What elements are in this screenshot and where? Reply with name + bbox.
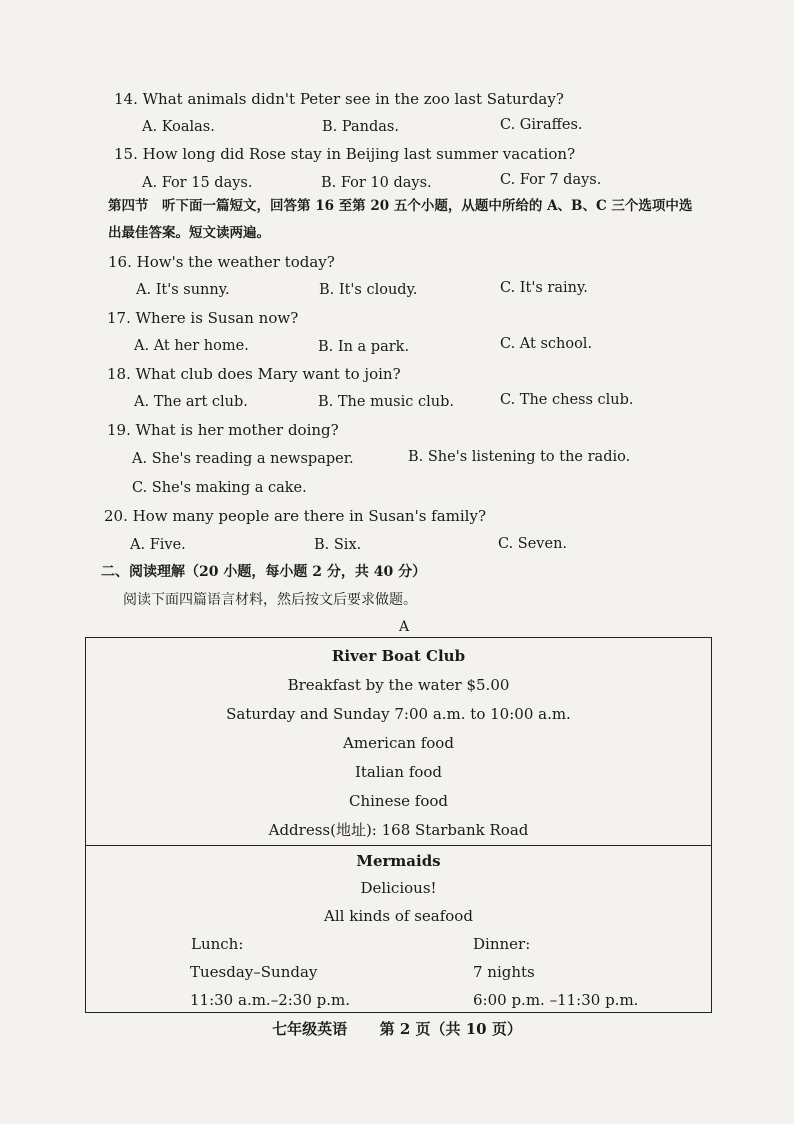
ad1-food-italian: Italian food xyxy=(354,763,443,781)
ad2-subline: All kinds of seafood xyxy=(324,907,473,925)
ad1-hours-line: Saturday and Sunday 7:00 a.m. to 10:00 a.m. xyxy=(226,705,571,723)
question-18: 18. What club does Mary want to join? xyxy=(107,365,401,383)
ad2-dinner-days: 7 nights xyxy=(473,963,535,981)
q18-option-a: A. The art club. xyxy=(134,394,248,410)
q20-option-a: A. Five. xyxy=(130,537,186,553)
ad2-lunch-days: Tuesday–Sunday xyxy=(190,963,318,981)
q14-option-c: C. Giraffes. xyxy=(500,117,583,133)
section-4-instruction-line1: 第四节 听下面一篇短文，回答第 16 至第 20 五个小题，从题中所给的 A、B、C 三个选项中选 xyxy=(108,198,693,214)
ad2-lunch-label: Lunch: xyxy=(191,935,244,953)
reading-instruction: 阅读下面四篇语言材料，然后按文后要求做题。 xyxy=(123,592,417,608)
ad2-tagline: Delicious! xyxy=(360,879,437,897)
ad2-lunch-hours: 11:30 a.m.–2:30 p.m. xyxy=(190,991,351,1009)
q19-option-c: C. She's making a cake. xyxy=(132,480,307,496)
q16-option-c: C. It's rainy. xyxy=(500,280,588,296)
ad1-title: River Boat Club xyxy=(331,647,466,665)
q19-option-a: A. She's reading a newspaper. xyxy=(132,451,354,467)
ad1-breakfast-line: Breakfast by the water $5.00 xyxy=(287,676,510,694)
q14-option-a: A. Koalas. xyxy=(142,119,215,135)
q16-option-b: B. It's cloudy. xyxy=(319,282,418,298)
q17-option-c: C. At school. xyxy=(500,336,593,352)
footer-subject: 七年级英语 xyxy=(272,1020,348,1038)
q16-option-a: A. It's sunny. xyxy=(136,282,230,298)
question-15: 15. How long did Rose stay in Beijing last summer vacation? xyxy=(114,145,576,163)
ad2-dinner-label: Dinner: xyxy=(473,935,531,953)
ad2-dinner-hours: 6:00 p.m. –11:30 p.m. xyxy=(473,991,639,1009)
river-boat-club-ad xyxy=(85,637,712,846)
ad2-title: Mermaids xyxy=(356,852,441,870)
ad1-food-american: American food xyxy=(343,734,454,752)
reading-section-heading: 二、阅读理解（20 小题，每小题 2 分，共 40 分） xyxy=(101,564,427,580)
page-footer xyxy=(0,1018,794,1039)
question-16: 16. How's the weather today? xyxy=(108,253,335,271)
q15-option-b: B. For 10 days. xyxy=(321,175,432,191)
q15-option-c: C. For 7 days. xyxy=(500,172,602,188)
footer-page-number: 第 2 页（共 10 页） xyxy=(379,1020,522,1038)
mermaids-ad xyxy=(85,845,712,1013)
question-14: 14. What animals didn't Peter see in the zoo last Saturday? xyxy=(114,90,564,108)
q19-option-b: B. She's listening to the radio. xyxy=(408,449,631,465)
question-19: 19. What is her mother doing? xyxy=(107,421,339,439)
q20-option-c: C. Seven. xyxy=(498,536,568,552)
section-4-instruction-line2: 出最佳答案。短文读两遍。 xyxy=(108,225,270,241)
ad1-address: Address(地址): 168 Starbank Road xyxy=(268,821,529,839)
q15-option-a: A. For 15 days. xyxy=(142,175,253,191)
q17-option-a: A. At her home. xyxy=(134,338,249,354)
passage-letter: A xyxy=(399,619,410,635)
q18-option-c: C. The chess club. xyxy=(500,392,634,408)
question-17: 17. Where is Susan now? xyxy=(107,309,299,327)
q18-option-b: B. The music club. xyxy=(318,394,454,410)
ad1-food-chinese: Chinese food xyxy=(348,792,449,810)
q14-option-b: B. Pandas. xyxy=(322,119,399,135)
question-20: 20. How many people are there in Susan's family? xyxy=(104,507,486,525)
q20-option-b: B. Six. xyxy=(314,537,362,553)
q17-option-b: B. In a park. xyxy=(318,339,410,355)
